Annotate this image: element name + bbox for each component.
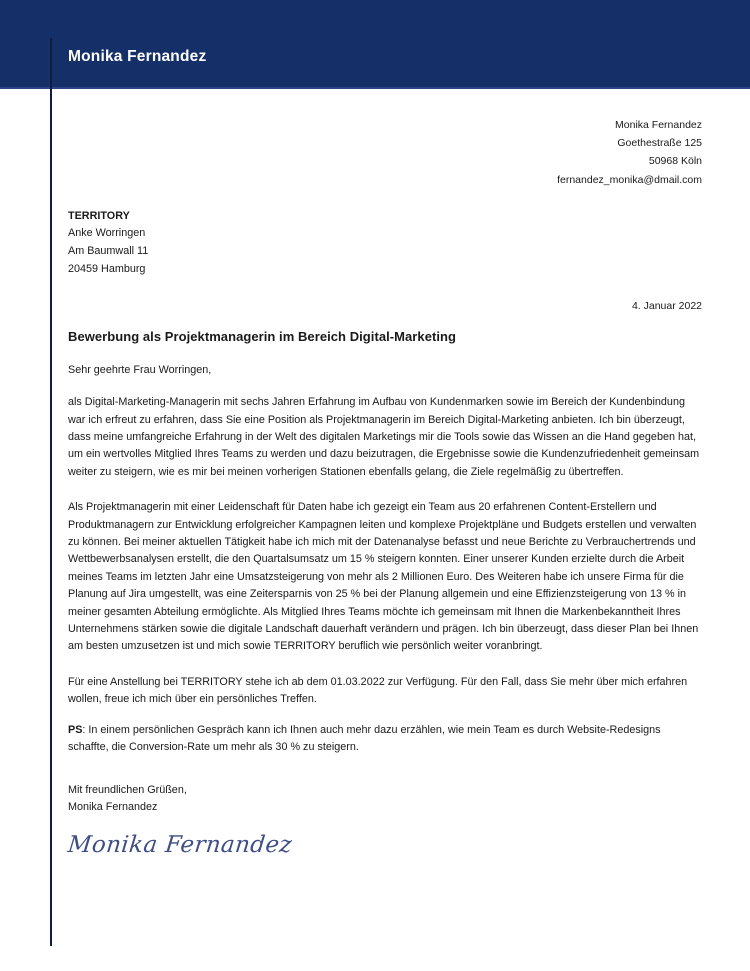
postscript-text: : In einem persönlichen Gespräch kann ich Ihnen auch mehr dazu erzählen, wie mein Team es durch Website-Redesigns schaffte, die Conversion-Rate um mehr als 30 % zu steigern. <box>68 723 661 754</box>
postscript-label: PS <box>68 723 83 736</box>
subject-line: Bewerbung als Projektmanagerin im Bereich Digital-Marketing <box>68 329 456 345</box>
sender-address-block <box>68 116 702 189</box>
handwritten-signature: Monika Fernandez <box>66 832 294 859</box>
body-paragraph-2: Als Projektmanagerin mit einer Leidenschaft für Daten habe ich gezeigt ein Team aus 20 erfahrenen Content-Erstellern und Produktmanagern zur Entwicklung erfolgreicher Kampagnen leiten und komplexe Projektpläne und Budgets erstellen und verwalten zu können. Bei meiner aktuellen Tätigkeit habe ich mich mit der Datenanalyse befasst und neue Berichte zu Verbrauchertrends und Wettbewerbsanalysen erstellt, die den Quartalsumsatz um 15 % steigern konnten. Einer unserer Kunden erzielte durch die Arbeit meines Teams im letzten Jahr eine Umsatzsteigerung von mehr als 2 Millionen Euro. Des Weiteren habe ich unsere Firma für die Planung auf Jira umgestellt, was eine Zeitersparnis von 25 % bei der Planung allgemein und eine Effizienzsteigerung von 13 % in meiner gesamten Abteilung ermöglichte. Als Mitglied Ihres Teams möchte ich gemeinsam mit Ihnen die Markenbekanntheit Ihres Unternehmens stärken sowie die digitale Landschaft dauerhaft verändern und prägen. Ich bin überzeugt, dass dieser Plan bei Ihnen am besten umzusetzen ist und mich sowie TERRITORY beruflich wie persönlich weiter voranbringt. <box>68 501 699 653</box>
closing-salutation: Mit freundlichen Grüßen, <box>68 783 187 796</box>
vertical-accent-rule <box>50 38 52 946</box>
closing-name: Monika Fernandez <box>68 800 158 813</box>
postscript-paragraph <box>68 722 702 757</box>
recipient-address-block <box>68 208 702 278</box>
recipient-street: Am Baumwall 11 <box>68 245 149 257</box>
closing-block <box>68 782 702 817</box>
body-paragraph-3: Für eine Anstellung bei TERRITORY stehe ich ab dem 01.03.2022 zur Verfügung. Für den Fall, dass Sie mehr über mich erfahren wollen, freue ich mich über ein persönliches Treffen. <box>68 675 688 706</box>
sender-city: 50968 Köln <box>648 155 702 168</box>
body-paragraph-1: als Digital-Marketing-Managerin mit sechs Jahren Erfahrung im Aufbau von Kundenmarken sowie im Bereich der Kundenbindung war ich erfreut zu erfahren, dass Sie eine Position als Projektmanagerin im Bereich Digital-Marketing anbieten. Ich bin überzeugt, dass meine umfangreiche Erfahrung in der Welt des digitalen Marketings mir die Tools sowie das Wissen an die Hand gegeben hat, um ein wertvolles Mitglied Ihres Teams zu werden und dazu beizutragen, die Ergebnisse sowie die Kundenzufriedenheit gemeinsam weiter zu steigern, wie es mir bei meinen vorherigen Stationen ebenfalls gelang, die Ziele regelmäßig zu übertreffen. <box>68 396 700 478</box>
recipient-contact: Anke Worringen <box>68 227 146 240</box>
sender-name: Monika Fernandez <box>615 119 702 131</box>
letter-body <box>68 89 702 858</box>
salutation: Sehr geehrte Frau Worringen, <box>68 364 212 377</box>
recipient-city: 20459 Hamburg <box>68 262 146 275</box>
recipient-company: TERRITORY <box>68 209 130 222</box>
letter-date: 4. Januar 2022 <box>631 300 702 313</box>
sender-street: Goethestraße 125 <box>617 137 702 150</box>
header-band <box>0 0 750 89</box>
sender-email: fernandez_monika@dmail.com <box>557 173 702 186</box>
header-name: Monika Fernandez <box>68 48 207 65</box>
